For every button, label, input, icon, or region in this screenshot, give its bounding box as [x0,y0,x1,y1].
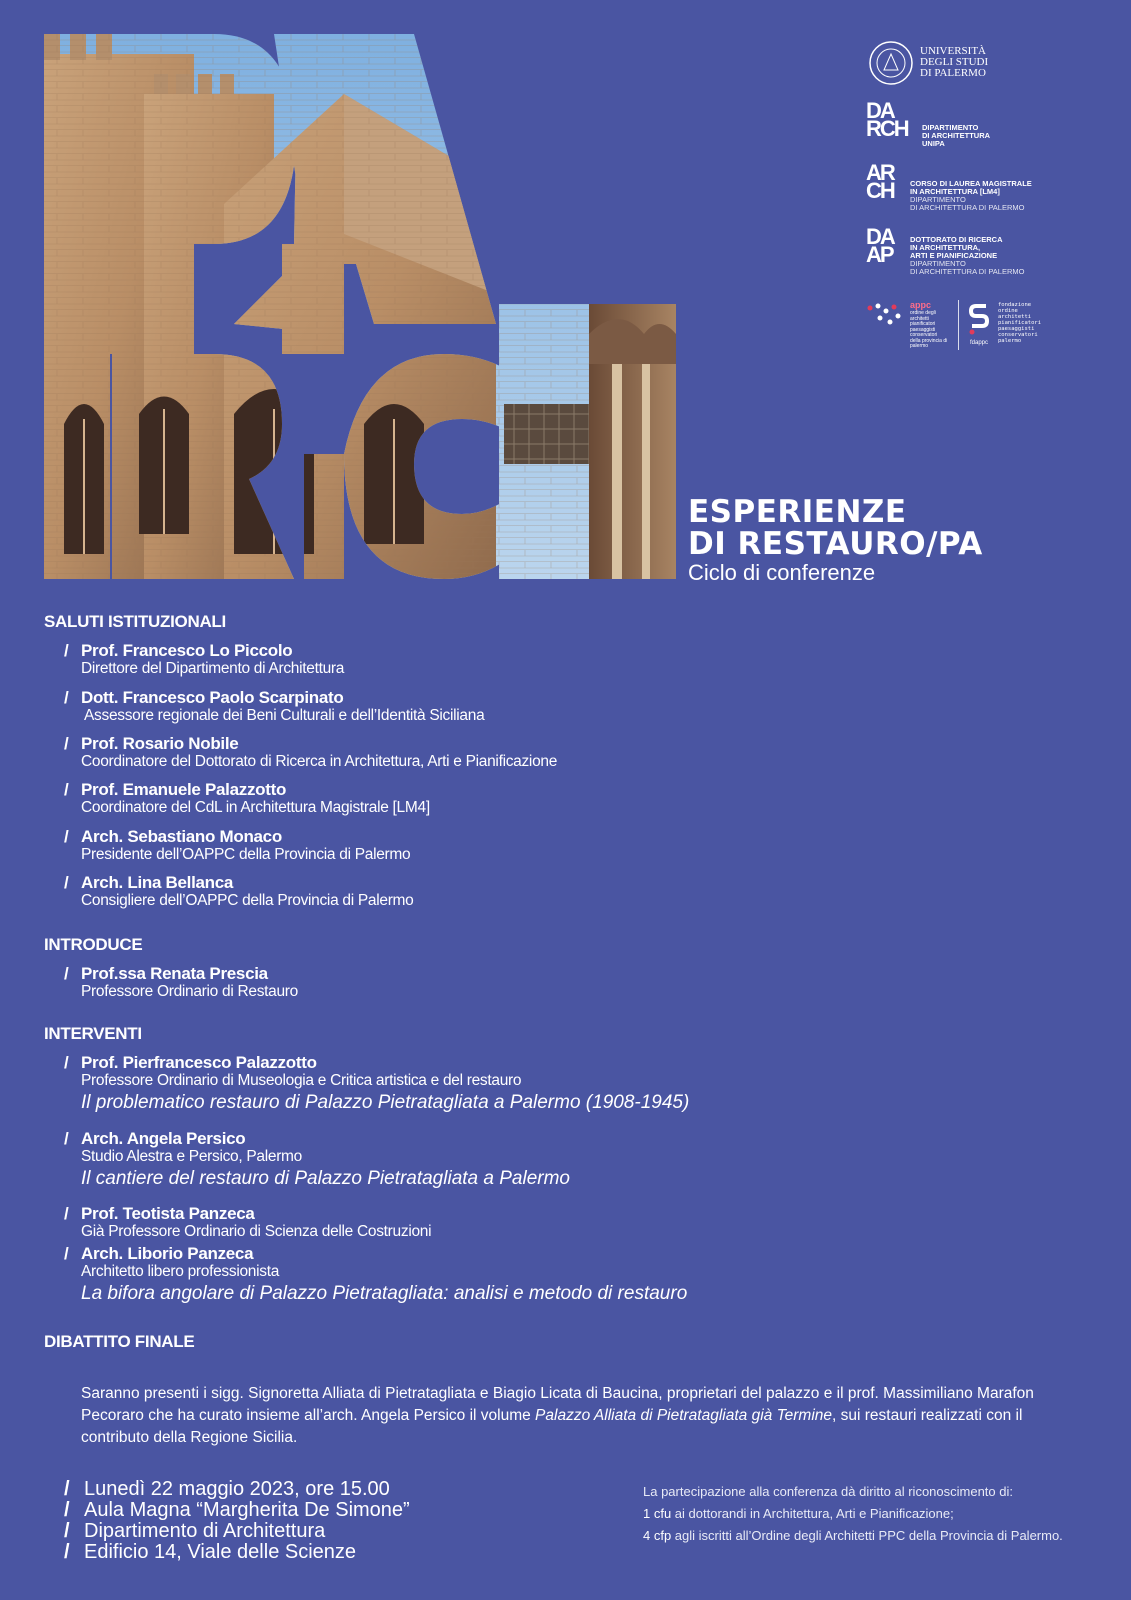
credits-info [643,1483,1075,1545]
arch-line-3: DIPARTIMENTO [910,195,966,204]
arch-line-2: IN ARCHITETTURA [LM4] [910,187,1000,196]
slash-icon: / [64,1541,70,1563]
fondazione-line-6: conservatori [998,332,1038,338]
speaker-role: Architetto libero professionista [81,1263,280,1280]
credits-cfu: 1 cfu ai dottorandi in Architettura, Arti e Pianificazione; [643,1506,954,1521]
slash-icon: / [64,1478,70,1500]
introduce-entry [64,964,298,1001]
arch-mark: AR CH [866,160,894,203]
slash-icon: / [64,734,69,753]
speaker-role: Coordinatore del CdL in Architettura Magistrale [LM4] [81,799,430,816]
speaker-role: Professore Ordinario di Museologia e Critica artistica e del restauro [81,1072,522,1089]
fondazione-line-1: fondazione [998,302,1032,308]
title-line-1: ESPERIENZE [688,494,907,530]
appc-line-3: pianificatori [910,321,936,327]
unipa-line-2: DEGLI STUDI [920,56,989,68]
logo-divider [958,300,959,350]
speaker-role: Consigliere dell’OAPPC della Provincia di Palermo [81,892,414,909]
interventi-entry [64,1053,689,1116]
speaker-name: Prof. Rosario Nobile [81,734,239,753]
heading-interventi: INTERVENTI [44,1024,142,1043]
speaker-name: Arch. Sebastiano Monaco [81,827,282,846]
interventi-entry [64,1129,570,1192]
slash-icon: / [64,780,69,799]
speaker-name: Arch. Angela Persico [81,1129,246,1148]
speaker-name: Prof. Pierfrancesco Palazzotto [81,1053,317,1072]
talk-title: Il problematico restauro di Palazzo Pietratagliata a Palermo (1908-1945) [81,1092,690,1113]
event-address: / Edificio 14, Viale delle Scienze [64,1541,357,1563]
daap-line-5: DI ARCHITETTURA DI PALERMO [910,267,1025,276]
logo-appc [866,300,956,352]
appc-line-5: conservatori [910,332,938,338]
saluti-entry [64,688,484,725]
speaker-name: Arch. Liborio Panzeca [81,1244,254,1263]
appc-line-6: della provincia di [910,337,948,344]
speaker-role: Professore Ordinario di Restauro [81,983,298,1000]
slash-icon: / [64,1499,70,1521]
title-subtitle: Ciclo di conferenze [688,560,876,585]
event-date: / Lunedì 22 maggio 2023, ore 15.00 [64,1478,390,1500]
event-details [64,1479,584,1563]
appc-line-7: palermo [910,343,929,349]
darch-mark: DA RCH [866,98,908,141]
daap-line-1: DOTTORATO DI RICERCA [910,235,1003,244]
speaker-role: Coordinatore del Dottorato di Ricerca in Architettura, Arti e Pianificazione [81,753,558,770]
darch-line-2: DI ARCHITETTURA [922,131,991,140]
dibattito-text-2: , sui restauri realizzati con il contributo della Regione Sicilia. [81,1407,1023,1446]
logo-daap [866,226,1056,278]
logo-fondazione [968,300,1048,352]
heading-saluti: SALUTI ISTITUZIONALI [44,612,226,631]
fondazione-line-7: palermo [998,338,1022,344]
appc-line-2: architetti [910,315,929,322]
slash-icon: / [64,1204,69,1223]
fondazione-s-icon [968,302,990,336]
heading-introduce: INTRODUCE [44,935,143,954]
speaker-name: Dott. Francesco Paolo Scarpinato [81,688,344,707]
slash-icon: / [64,964,69,983]
speaker-role: Assessore regionale dei Beni Culturali e dell’Identità Siciliana [84,707,485,724]
darch-line-1: DIPARTIMENTO [922,123,979,132]
slash-icon: / [64,688,69,707]
daap-line-3: ARTI E PIANIFICAZIONE [910,251,998,260]
slash-icon: / [64,641,69,660]
fondazione-name: fdappc [970,340,989,346]
speaker-name: Prof.ssa Renata Prescia [81,964,268,983]
interventi-entry [64,1244,687,1307]
slash-icon: / [64,1520,70,1542]
event-department: / Dipartimento di Architettura [64,1520,326,1542]
speaker-role: Presidente dell’OAPPC della Provincia di Palermo [81,846,411,863]
unipa-seal-icon [868,40,914,86]
appc-name: appc [910,300,932,310]
credits-intro: La partecipazione alla conferenza dà diritto al riconoscimento di: [643,1484,1013,1499]
saluti-entry [64,827,410,864]
unipa-line-1: UNIVERSITÀ [920,45,986,57]
unipa-line-3: DI PALERMO [920,67,986,79]
saluti-entry [64,873,413,910]
heading-dibattito: DIBATTITO FINALE [44,1332,195,1351]
logo-unipa [868,40,1018,86]
fondazione-line-2: ordine [998,308,1018,314]
appc-line-4: paesaggisti [910,326,936,333]
event-room: / Aula Magna “Margherita De Simone” [64,1499,410,1521]
slash-icon: / [64,873,69,892]
daap-mark: DA AP [866,224,893,267]
slash-icon: / [64,1244,69,1263]
darch-line-3: UNIPA [922,139,945,148]
arch-line-4: DI ARCHITETTURA DI PALERMO [910,203,1025,212]
interventi-entry [64,1204,431,1241]
speaker-name: Prof. Teotista Panzeca [81,1204,255,1223]
slash-icon: / [64,1053,69,1072]
slash-icon: / [64,827,69,846]
book-title: Palazzo Alliata di Pietratagliata già Termine [535,1407,833,1424]
appc-line-1: ordine degli [910,310,936,316]
speaker-role: Già Professore Ordinario di Scienza delle Costruzioni [81,1223,432,1240]
saluti-entry [64,780,430,817]
speaker-name: Arch. Lina Bellanca [81,873,234,892]
title-line-2: DI RESTAURO/PA [688,526,983,562]
saluti-entry [64,734,557,771]
saluti-entry [64,641,344,678]
speaker-role: Studio Alestra e Persico, Palermo [81,1148,302,1165]
speaker-name: Prof. Francesco Lo Piccolo [81,641,293,660]
dibattito-text-1: Saranno presenti i sigg. Signoretta Alliata di Pietratagliata e Biagio Licata di Baucina, proprietari del palazzo e il prof. Massimiliano Marafon Pecoraro che ha curato insieme all’arch. Angela Persico il volume [81,1385,1034,1424]
appc-dots-icon [866,302,904,328]
speaker-name: Prof. Emanuele Palazzotto [81,780,287,799]
daap-line-4: DIPARTIMENTO [910,259,966,268]
slash-icon: / [64,1129,69,1148]
logo-arch-lm4 [866,162,1056,210]
fondazione-line-5: paesaggisti [998,326,1035,332]
speaker-role: Direttore del Dipartimento di Architettura [81,660,345,677]
daap-line-2: IN ARCHITETTURA, [910,243,981,252]
credits-cfp: 4 cfp agli iscritti all’Ordine degli Architetti PPC della Provincia di Palermo. [643,1528,1063,1543]
arch-line-1: CORSO DI LAUREA MAGISTRALE [910,179,1032,188]
hero-darch-photo [44,34,676,594]
talk-title: La bifora angolare di Palazzo Pietratagliata: analisi e metodo di restauro [81,1283,688,1304]
logo-darch [866,98,1036,148]
event-title [688,496,1108,586]
dibattito-paragraph [81,1383,1081,1449]
talk-title: Il cantiere del restauro di Palazzo Pietratagliata a Palermo [81,1168,570,1189]
fondazione-line-3: architetti [998,314,1032,320]
fondazione-line-4: pianificatori [998,320,1042,326]
